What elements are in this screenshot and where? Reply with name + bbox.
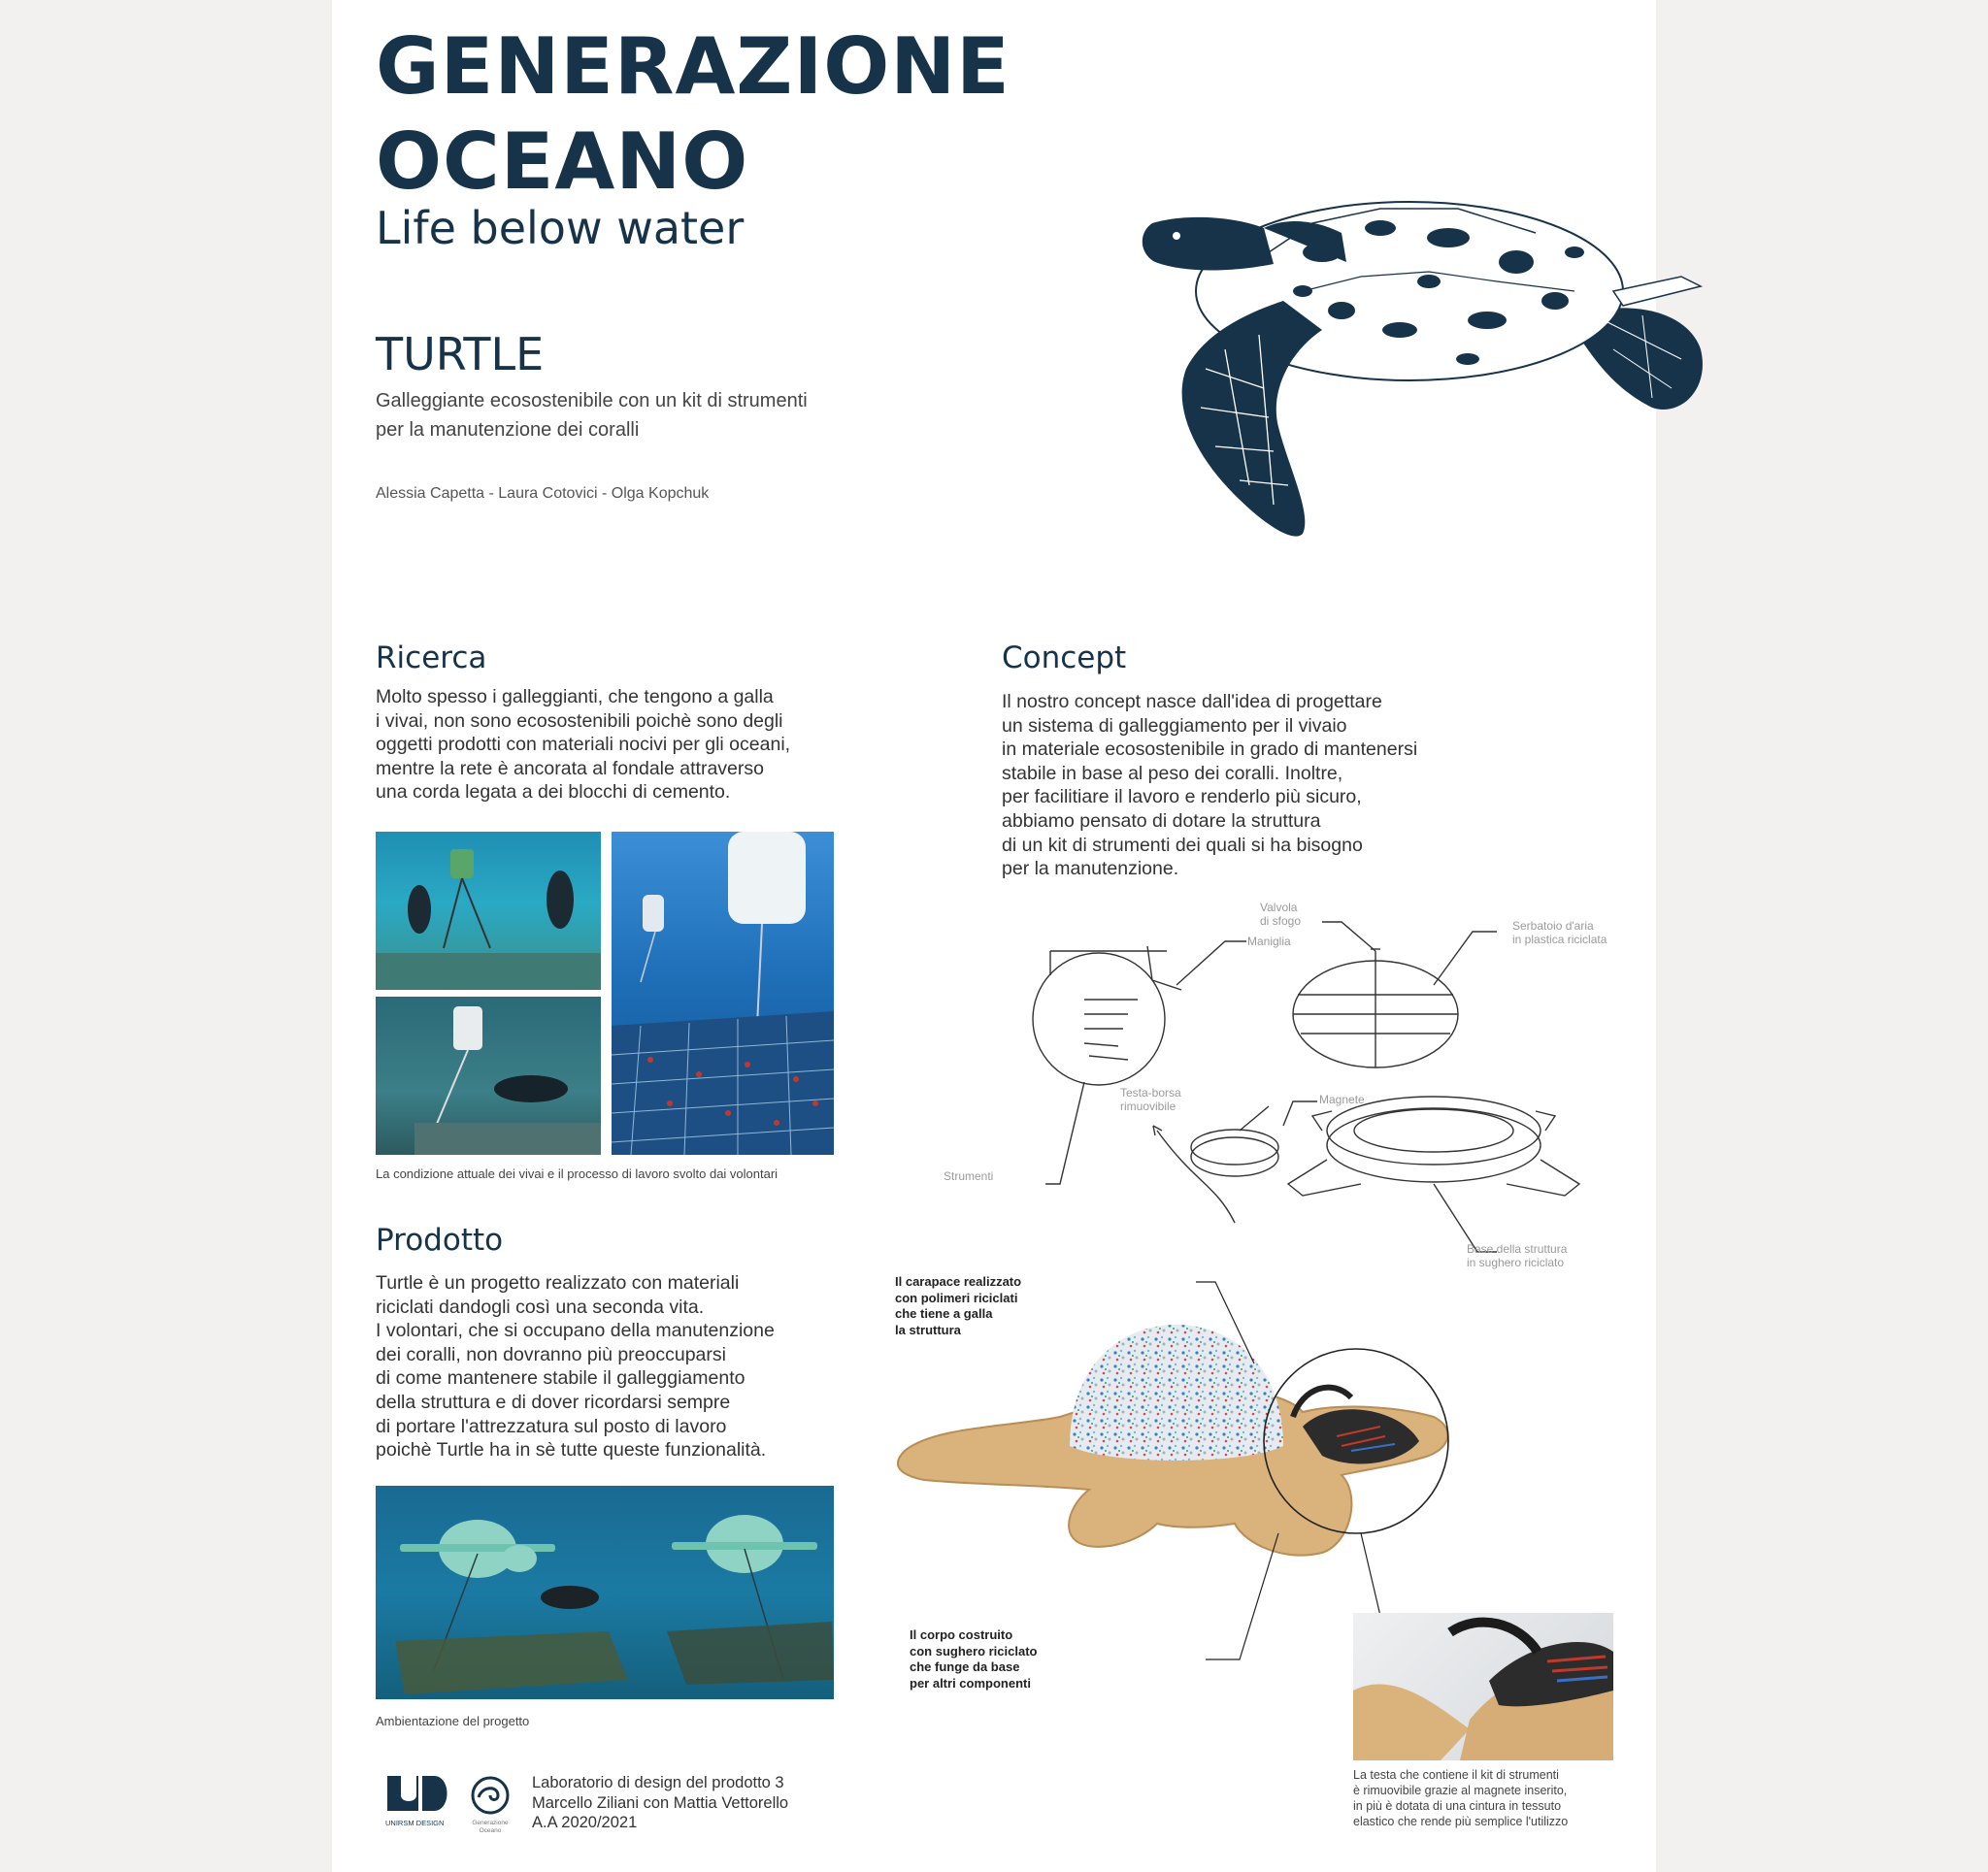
label-line: Serbatoio d'aria (1512, 919, 1594, 933)
prodotto-line: I volontari, che si occupano della manutenzione (376, 1320, 775, 1342)
ricerca-caption: La condizione attuale dei vivai e il processo di lavoro svolto dai volontari (376, 1166, 779, 1181)
note-corpo (910, 1627, 1037, 1691)
logo2-text (466, 1820, 514, 1835)
ricerca-line: mentre la rete è ancorata al fondale attraverso (376, 757, 764, 779)
note-line: in più è dotata di una cintura in tessuto (1353, 1799, 1562, 1813)
note-line: che tiene a galla (895, 1306, 993, 1321)
note-carapace (895, 1274, 1021, 1338)
recycled-polymer-shell (1070, 1325, 1283, 1461)
label-line: Base della struttura (1467, 1242, 1568, 1256)
concept-line: abbiamo pensato di dotare la struttura (1002, 809, 1321, 832)
note-line: per altri componenti (910, 1675, 1031, 1691)
product-name: TURTLE (376, 328, 545, 380)
ricerca-heading: Ricerca (376, 640, 487, 675)
prodotto-line: dei coralli, non dovranno più preoccuparsi (376, 1343, 726, 1365)
label-line: in plastica riciclata (1512, 933, 1607, 946)
logo2-line: Generazione (472, 1820, 509, 1826)
label-line: Valvola (1260, 901, 1298, 914)
tool-head-circle (1033, 953, 1165, 1085)
turtle-illustration (1002, 189, 1943, 548)
note-line: Il carapace realizzato (895, 1274, 1022, 1289)
prodotto-line: riciclati dandogli così una seconda vita. (376, 1296, 705, 1318)
product-description (376, 386, 880, 444)
concept-heading: Concept (1002, 640, 1127, 675)
label-magnete: Magnete (1319, 1093, 1365, 1106)
footer-line: Laboratorio di design del prodotto 3 (532, 1774, 784, 1791)
base-ring (1327, 1108, 1541, 1182)
page-title (376, 19, 1055, 210)
product-desc-line: per la manutenzione dei coralli (376, 419, 640, 441)
ricerca-line: una corda legata a dei blocchi di cemento. (376, 781, 731, 804)
label-serbatoio (1512, 919, 1607, 946)
prodotto-line: Turtle è un progetto realizzato con materiali (376, 1272, 740, 1294)
ricerca-line: i vivai, non sono ecosostenibili poichè sono degli (376, 709, 783, 732)
removable-head-ring (1191, 1137, 1278, 1176)
label-base-struttura (1467, 1242, 1567, 1269)
footer-line: A.A 2020/2021 (532, 1814, 638, 1831)
photo-diver-buoy (376, 997, 601, 1155)
note-line: con polimeri riciclati (895, 1290, 1018, 1305)
concept-line: di un kit di strumenti dei quali si ha bisogno (1002, 834, 1363, 856)
prodotto-line: poichè Turtle ha in sè tutte queste funzionalità. (376, 1439, 767, 1461)
label-line: di sfogo (1260, 914, 1302, 928)
label-maniglia: Maniglia (1247, 935, 1291, 948)
title-line-1: GENERAZIONE (376, 21, 1011, 112)
concept-line: per la manutenzione. (1002, 858, 1179, 880)
label-testa-borsa (1120, 1086, 1181, 1113)
note-line: che funge da base (910, 1659, 1020, 1674)
ricerca-line: oggetti prodotti con materiali nocivi per gli oceani, (376, 734, 791, 756)
concept-line: Il nostro concept nasce dall'idea di progettare (1002, 691, 1382, 712)
photo-divers-vivaio (376, 832, 601, 990)
ricerca-line: Molto spesso i galleggianti, che tengono a galla (376, 686, 774, 707)
unirsm-logo-text: UNIRSM DESIGN (385, 1819, 445, 1827)
prodotto-line: di come mantenere stabile il galleggiamento (376, 1367, 746, 1390)
note-line: la struttura (895, 1322, 961, 1337)
photo-coral-nursery (612, 832, 834, 1155)
authors: Alessia Capetta - Laura Cotovici - Olga Kopchuk (376, 485, 710, 502)
label-line: in sughero riciclato (1467, 1256, 1565, 1269)
note-testa (1353, 1767, 1568, 1829)
concept-line: stabile in base al peso dei coralli. Inoltre, (1002, 762, 1343, 784)
footer-credits (532, 1773, 788, 1833)
label-valvola (1260, 901, 1301, 928)
concept-line: in materiale ecosostenibile in grado di mantenersi (1002, 739, 1418, 761)
note-line: Il corpo costruito (910, 1627, 1013, 1642)
unirsm-logo-mark (385, 1774, 453, 1813)
prodotto-caption: Ambientazione del progetto (376, 1714, 530, 1728)
prodotto-line: di portare l'attrezzatura sul posto di lavoro (376, 1415, 727, 1437)
label-line: Testa-borsa (1120, 1086, 1181, 1100)
prodotto-line: della struttura e di dover ricordarsi sempre (376, 1391, 731, 1413)
note-line: elastico che rende più semplice l'utilizzo (1353, 1815, 1569, 1828)
footer-line: Marcello Ziliani con Mattia Vettorello (532, 1793, 789, 1812)
unirsm-logo (385, 1774, 453, 1827)
concept-text (1002, 690, 1468, 881)
turtle-head (1143, 217, 1274, 271)
note-line: La testa che contiene il kit di strumenti (1353, 1768, 1559, 1782)
concept-line: un sistema di galleggiamento per il vivaio (1002, 714, 1347, 737)
wave-logo-icon (471, 1776, 510, 1815)
generazione-oceano-logo (466, 1776, 514, 1834)
prodotto-heading: Prodotto (376, 1223, 504, 1258)
page-subtitle: Life below water (376, 202, 745, 254)
product-desc-line: Galleggiante ecosostenibile con un kit di strumenti (376, 390, 808, 411)
photo-ambientazione (376, 1486, 834, 1699)
concept-line: per facilitiare il lavoro e renderlo più sicuro, (1002, 786, 1362, 808)
ricerca-text (376, 685, 842, 805)
label-strumenti: Strumenti (944, 1169, 994, 1183)
photo-head-detail (1353, 1613, 1613, 1760)
title-line-2: OCEANO (376, 116, 749, 207)
prodotto-text (376, 1271, 842, 1462)
logo2-line: Oceano (479, 1827, 502, 1834)
note-line: con sughero riciclato (910, 1643, 1038, 1659)
note-line: è rimuovibile grazie al magnete inserito, (1353, 1784, 1568, 1797)
turtle-front-flipper (1182, 301, 1322, 537)
concept-diagram (992, 893, 1633, 1281)
poster (332, 0, 1656, 1872)
label-line: rimuovibile (1120, 1100, 1176, 1113)
